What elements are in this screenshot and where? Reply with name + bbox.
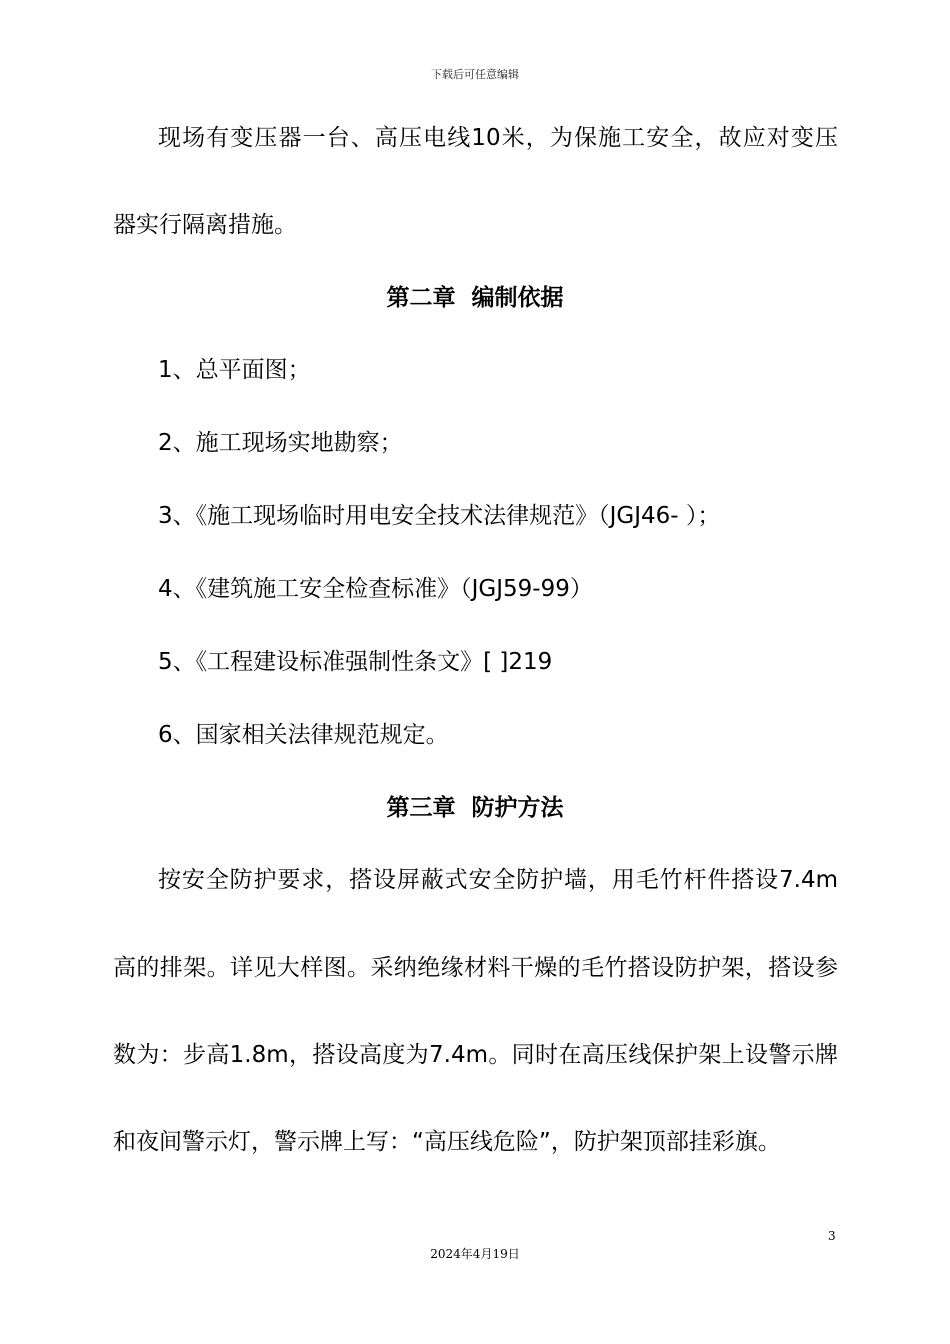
page-number: 3 xyxy=(828,1229,836,1243)
paragraph-line: 高的排架。详见大样图。采纳绝缘材料干燥的毛竹搭设防护架，搭设参 xyxy=(113,955,838,981)
paragraph-line: 按安全防护要求，搭设屏蔽式安全防护墙，用毛竹杆件搭设7.4m xyxy=(158,867,838,893)
list-item: 4、《建筑施工安全检查标准》（JGJ59-99） xyxy=(158,576,593,602)
list-item: 5、《工程建设标准强制性条文》[ ]219 xyxy=(158,649,553,675)
paragraph-line: 器实行隔离措施。 xyxy=(113,212,297,238)
chapter-heading: 第三章 防护方法 xyxy=(386,795,564,821)
page-header: 下载后可任意编辑 xyxy=(431,68,519,81)
paragraph-line: 数为：步高1.8m，搭设高度为7.4m。同时在高压线保护架上设警示牌 xyxy=(113,1042,838,1068)
footer-date: 2024年4月19日 xyxy=(430,1247,520,1261)
chapter-heading: 第二章 编制依据 xyxy=(386,285,564,311)
paragraph-line: 现场有变压器一台、高压电线10米，为保施工安全，故应对变压 xyxy=(158,125,838,151)
paragraph-line: 和夜间警示灯，警示牌上写：“高压线危险”，防护架顶部挂彩旗。 xyxy=(113,1129,781,1155)
list-item: 2、施工现场实地勘察； xyxy=(158,430,403,456)
list-item: 3、《施工现场临时用电安全技术法律规范》（JGJ46- ）； xyxy=(158,503,721,529)
list-item: 1、总平面图； xyxy=(158,357,311,383)
list-item: 6、国家相关法律规范规定。 xyxy=(158,722,449,748)
